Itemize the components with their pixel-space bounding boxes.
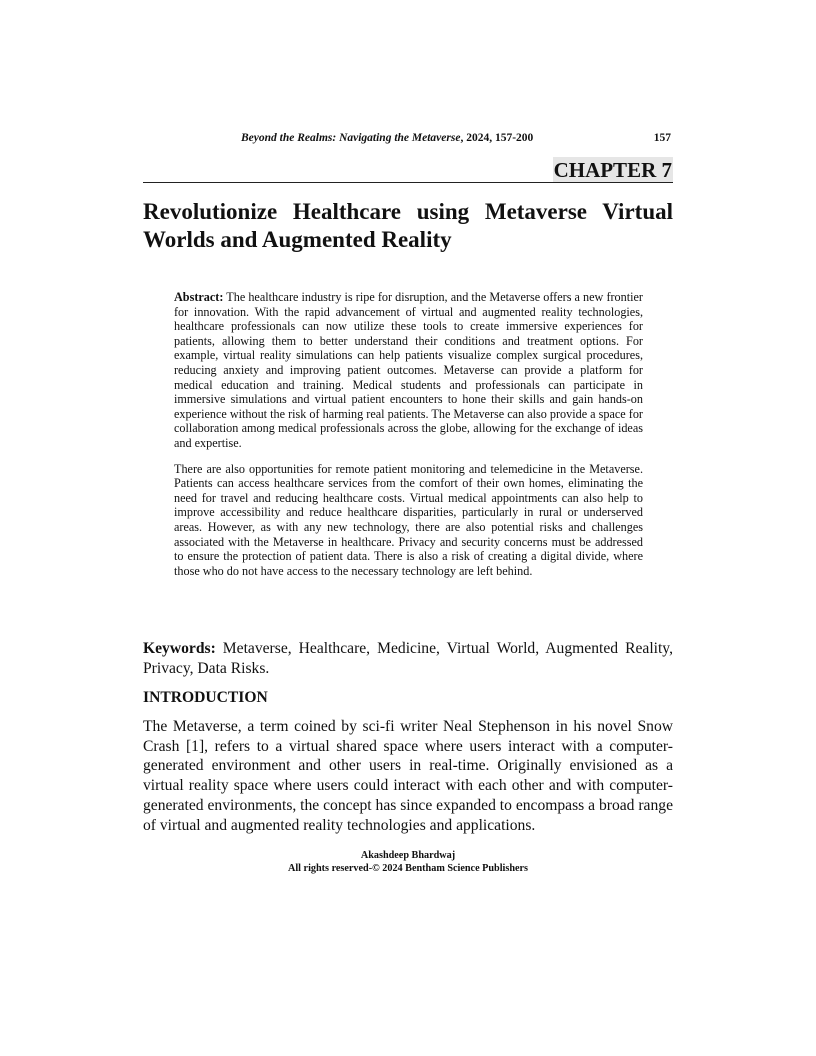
keywords (143, 639, 673, 678)
section-heading-introduction: INTRODUCTION (143, 689, 268, 706)
footer-author: Akashdeep Bhardwaj (360, 850, 456, 861)
abstract-label: Abstract: (174, 290, 224, 304)
introduction-paragraph: The Metaverse, a term coined by sci-fi writer Neal Stephenson in his novel Snow Crash [1], refers to a virtual shared space where users interact with a computer-generated environment and other users in real-time. Originally envisioned as a virtual reality space where users could interact with each other and with computer-generated environments, the concept has since expanded to encompass a broad range of virtual and augmented reality technologies and applications. (143, 718, 673, 834)
chapter-title: Revolutionize Healthcare using Metaverse Virtual Worlds and Augmented Reality (143, 199, 673, 252)
page-number: 157 (653, 132, 671, 144)
chapter-divider (143, 182, 673, 183)
abstract-text-1: The healthcare industry is ripe for disruption, and the Metaverse offers a new frontier for innovation. With the rapid advancement of virtual and augmented reality technologies, healthcare professionals can now utilize these tools to create immersive experiences for patients, allowing them to better understand their conditions and treatment options. For example, virtual reality simulations can help patients visualize complex surgical procedures, reducing anxiety and improving patient outcomes. Metaverse can provide a platform for medical education and training. Medical students and professionals can participate in immersive simulations and virtual patient encounters to hone their skills and gain hands-on experience without the risk of harming real patients. The Metaverse can also provide a space for collaboration among medical professionals across the globe, allowing for the exchange of ideas and expertise. (174, 290, 643, 450)
abstract-block (174, 290, 643, 589)
footer-copyright: All rights reserved-© 2024 Bentham Science Publishers (287, 862, 529, 874)
book-title: Beyond the Realms: Navigating the Metaverse (241, 132, 461, 144)
chapter-label: CHAPTER 7 (553, 158, 672, 182)
abstract-paragraph-2: There are also opportunities for remote patient monitoring and telemedicine in the Metaverse. Patients can access healthcare services from the comfort of their own homes, eliminating the need for travel and reducing healthcare costs. Virtual medical appointments can also help to improve accessibility and reduce healthcare disparities, particularly in rural or underserved areas. However, as with any new technology, there are also potential risks and challenges associated with the Metaverse in healthcare. Privacy and security concerns must be addressed to ensure the protection of patient data. There is also a risk of creating a digital divide, where those who do not have access to the necessary technology are left behind. (174, 461, 643, 578)
keywords-label: Keywords: (143, 640, 216, 657)
keywords-text: Metaverse, Healthcare, Medicine, Virtual World, Augmented Reality, Privacy, Data Risks. (143, 640, 673, 677)
page-footer (143, 850, 673, 875)
running-header (143, 132, 673, 150)
abstract-paragraph-1 (174, 290, 643, 451)
citation-details: , 2024, 157-200 (460, 132, 534, 144)
citation (241, 132, 533, 144)
